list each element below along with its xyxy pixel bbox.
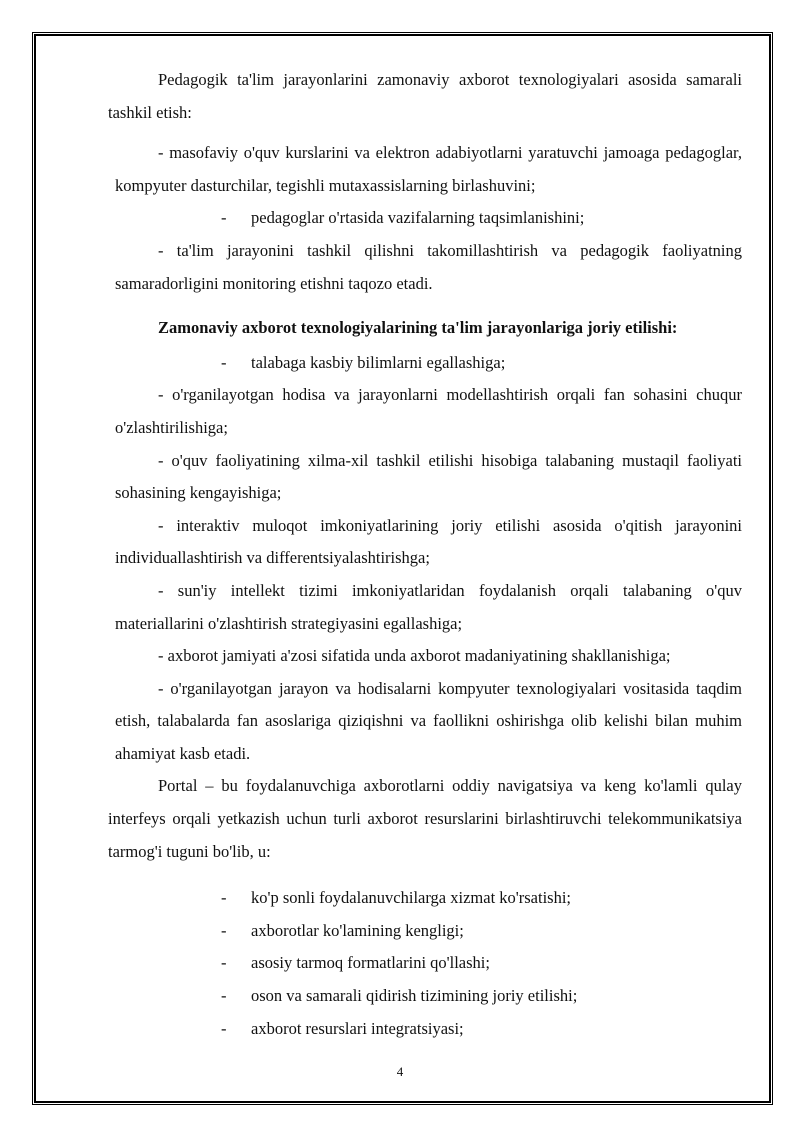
list-item-text: axborot resurslari integratsiyasi; (251, 1018, 464, 1038)
page-number: 4 (396, 1064, 404, 1079)
bullet-paragraph: - o'rganilayotgan hodisa va jarayonlarni modellashtirish orqali fan sohasini chuqur o'zlashtirilishiga; (115, 385, 742, 437)
intro-paragraph: Pedagogik ta'lim jarayonlarini zamonaviy axborot texnologiyalari asosida samarali tashkil etish: (108, 70, 742, 122)
dash-list-item (108, 882, 742, 915)
dash-marker: - (221, 986, 227, 1006)
portal-paragraph: Portal – bu foydalanuvchiga axborotlarni oddiy navigatsiya va keng ko'lamli qulay interfeys orqali yetkazish uchun turli axborot resurslarini birlashtiruvchi telekommunikatsiya tarmog'i tuguni bo'lib, u: (108, 776, 742, 861)
bullet-paragraph: - o'rganilayotgan jarayon va hodisalarni kompyuter texnologiyalari vositasida taqdim etish, talabalarda fan asoslariga qiziqishni va faollikni oshirishga olib kelishi bilan muhim ahamiyat kasb etadi. (115, 678, 742, 763)
bullet-paragraph: - interaktiv muloqot imkoniyatlarining joriy etilishi asosida o'qitish jarayonini individuallashtirish va differentsiyalashtirishga; (115, 515, 742, 568)
dash-list-item (108, 947, 742, 980)
dash-list-item (108, 202, 742, 235)
section-heading: Zamonaviy axborot texnologiyalarining ta'lim jarayonlariga joriy etilishi: (158, 318, 678, 338)
list-item-text: pedagoglar o'rtasida vazifalarning taqsimlanishini; (251, 208, 585, 228)
dash-marker: - (221, 208, 227, 228)
dash-list-item (108, 347, 742, 380)
list-item-text: ko'p sonli foydalanuvchilarga xizmat ko'rsatishi; (251, 888, 571, 908)
dash-marker: - (221, 1018, 227, 1038)
list-item-text: oson va samarali qidirish tizimining joriy etilishi; (251, 986, 578, 1006)
bullet-paragraph: - sun'iy intellekt tizimi imkoniyatlaridan foydalanish orqali talabaning o'quv materiallarini o'zlashtirish strategiyasini egallashiga; (115, 580, 742, 633)
list-item-text: talabaga kasbiy bilimlarni egallashiga; (251, 352, 506, 372)
list-item-text: axborotlar ko'lamining kengligi; (251, 920, 464, 940)
dash-marker: - (221, 920, 227, 940)
bullet-paragraph: - ta'lim jarayonini tashkil qilishni takomillashtirish va pedagogik faoliyatning samaradorligini monitoring etishni taqozo etadi. (115, 240, 742, 293)
dash-list-item (108, 980, 742, 1013)
document-body (108, 64, 742, 1045)
bullet-paragraph: - masofaviy o'quv kurslarini va elektron adabiyotlarni yaratuvchi jamoaga pedagoglar, kompyuter dasturchilar, tegishli mutaxassislarning birlashuvini; (115, 143, 742, 195)
dash-list-item (108, 1013, 742, 1046)
bullet-paragraph: - o'quv faoliyatining xilma-xil tashkil etilishi hisobiga talabaning mustaqil faoliyati sohasining kengayishiga; (115, 450, 742, 503)
list-item-text: asosiy tarmoq formatlarini qo'llashi; (251, 953, 490, 973)
dash-marker: - (221, 352, 227, 372)
bullet-paragraph: - axborot jamiyati a'zosi sifatida unda axborot madaniyatining shakllanishiga; (158, 646, 671, 666)
dash-marker: - (221, 953, 227, 973)
dash-list-item (108, 915, 742, 948)
dash-marker: - (221, 888, 227, 908)
